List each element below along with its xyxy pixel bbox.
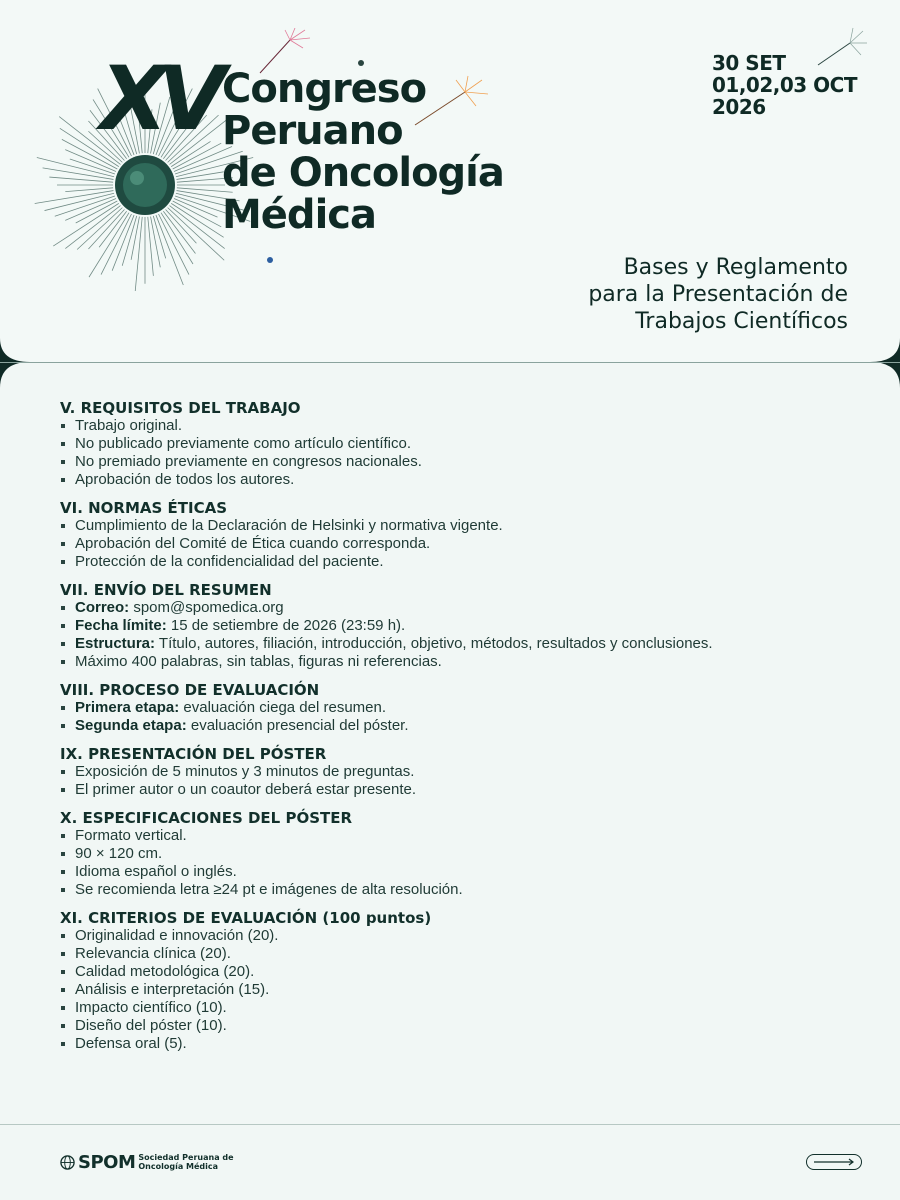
item-label: Estructura:	[75, 635, 156, 652]
item-text: Aprobación de todos los autores.	[75, 471, 295, 488]
item-text: Relevancia clínica (20).	[75, 945, 231, 962]
list-item	[60, 535, 860, 553]
logo-text: SPOM	[78, 1151, 136, 1173]
congress-title	[222, 68, 504, 236]
item-text: Calidad metodológica (20).	[75, 963, 255, 980]
seed-ray	[76, 201, 118, 223]
item-text: Diseño del póster (10).	[75, 1017, 227, 1034]
title-line: Congreso	[222, 66, 427, 112]
list-item	[60, 863, 860, 881]
item-text: El primer autor o un coautor deberá estar presente.	[75, 781, 417, 798]
corner-decoration-right	[866, 338, 900, 388]
seed-ray	[131, 217, 139, 260]
org-name	[138, 1153, 233, 1171]
seed-ray	[89, 213, 129, 277]
list-item	[60, 881, 860, 899]
subtitle-line: para la Presentación de	[588, 282, 848, 307]
event-dates	[712, 52, 857, 118]
header-divider	[0, 362, 900, 363]
seed-ray	[135, 217, 142, 291]
list-item	[60, 717, 860, 735]
spom-logo	[60, 1150, 234, 1174]
seed-ray	[168, 208, 225, 261]
date-line: 01,02,03 OCT	[712, 73, 857, 97]
list-item	[60, 1017, 860, 1035]
section-title: X. ESPECIFICACIONES DEL PÓSTER	[60, 809, 353, 827]
item-text: Cumplimiento de la Declaración de Helsinki y normativa vigente.	[75, 517, 503, 534]
globe-icon	[60, 1155, 75, 1170]
seed-ray	[77, 208, 122, 250]
list-item	[60, 635, 860, 653]
item-label: Primera etapa:	[75, 699, 180, 716]
rules-section	[60, 581, 860, 671]
list-item	[60, 471, 860, 489]
item-text: Se recomienda letra ≥24 pt e imágenes de alta resolución.	[75, 881, 463, 898]
rules-section	[60, 809, 860, 899]
rules-section	[60, 499, 860, 571]
item-text: 90 × 120 cm.	[75, 845, 163, 862]
list-item	[60, 763, 860, 781]
item-text: Protección de la confidencialidad del paciente.	[75, 553, 384, 570]
item-text: Título, autores, filiación, introducción, objetivo, métodos, resultados y conclusiones.	[155, 635, 713, 652]
org-line: Sociedad Peruana de	[138, 1153, 234, 1162]
item-text: evaluación ciega del resumen.	[179, 699, 387, 716]
list-item	[60, 699, 860, 717]
list-item	[60, 599, 860, 617]
section-title: VIII. PROCESO DE EVALUACIÓN	[60, 681, 320, 699]
next-page-button[interactable]	[806, 1154, 862, 1170]
list-item	[60, 945, 860, 963]
document-subtitle	[588, 254, 848, 335]
item-label: Correo:	[75, 599, 130, 616]
list-item	[60, 617, 860, 635]
seed-ray	[153, 216, 165, 259]
item-text: Análisis e interpretación (15).	[75, 981, 270, 998]
list-item	[60, 453, 860, 471]
section-list	[60, 599, 860, 671]
list-item	[60, 653, 860, 671]
subtitle-line: Bases y Reglamento	[623, 255, 848, 280]
date-line: 30 SET	[712, 51, 786, 75]
seed-ray	[35, 191, 114, 204]
item-text: Trabajo original.	[75, 417, 182, 434]
date-line: 2026	[712, 95, 766, 119]
section-list	[60, 517, 860, 571]
rules-section	[60, 745, 860, 799]
seed-ray	[170, 206, 225, 249]
rules-section	[60, 909, 860, 1053]
item-text: Aprobación del Comité de Ética cuando corresponda.	[75, 535, 431, 552]
section-title: V. REQUISITOS DEL TRABAJO	[60, 399, 301, 417]
section-title: XI. CRITERIOS DE EVALUACIÓN (100 puntos)	[60, 909, 432, 927]
edition-numeral: XV	[100, 47, 216, 150]
list-item	[60, 845, 860, 863]
item-label: Fecha límite:	[75, 617, 167, 634]
title-line: Médica	[222, 192, 376, 238]
section-list	[60, 417, 860, 489]
seed-ray	[65, 188, 113, 192]
list-item	[60, 435, 860, 453]
header	[0, 0, 900, 362]
title-line: de Oncología	[222, 150, 504, 196]
section-title: VII. ENVÍO DEL RESUMEN	[60, 581, 272, 599]
list-item	[60, 781, 860, 799]
section-list	[60, 763, 860, 799]
item-label: Segunda etapa:	[75, 717, 187, 734]
corner-decoration-left	[0, 338, 34, 388]
item-text: No premiado previamente en congresos nacionales.	[75, 453, 422, 470]
rules-content	[60, 399, 860, 1063]
item-text: Formato vertical.	[75, 827, 187, 844]
title-line: Peruano	[222, 108, 403, 154]
section-list	[60, 699, 860, 735]
item-text: Máximo 400 palabras, sin tablas, figuras ni referencias.	[75, 653, 442, 670]
section-list	[60, 927, 860, 1053]
footer-divider	[0, 1124, 900, 1125]
list-item	[60, 1035, 860, 1053]
item-text: spom@spomedica.org	[129, 599, 284, 616]
rules-section	[60, 399, 860, 489]
list-item	[60, 927, 860, 945]
seed-ray	[65, 206, 120, 249]
seed-ray	[156, 215, 183, 285]
item-text: 15 de setiembre de 2026 (23:59 h).	[166, 617, 406, 634]
item-text: Defensa oral (5).	[75, 1035, 187, 1052]
list-item	[60, 517, 860, 535]
seed-ray	[177, 172, 224, 180]
section-title: IX. PRESENTACIÓN DEL PÓSTER	[60, 745, 327, 763]
subtitle-line: Trabajos Científicos	[635, 309, 848, 334]
seed-ray	[65, 150, 116, 172]
item-text: Exposición de 5 minutos y 3 minutos de preguntas.	[75, 763, 415, 780]
section-title: VI. NORMAS ÉTICAS	[60, 499, 228, 517]
item-text: Idioma español o inglés.	[75, 863, 237, 880]
seed-ray	[53, 203, 119, 246]
item-text: Impacto científico (10).	[75, 999, 227, 1016]
list-item	[60, 553, 860, 571]
seed-ray	[65, 199, 116, 221]
list-item	[60, 981, 860, 999]
list-item	[60, 417, 860, 435]
section-list	[60, 827, 860, 899]
org-line: Oncología Médica	[138, 1162, 218, 1171]
list-item	[60, 827, 860, 845]
seed-ray	[37, 157, 114, 176]
rules-section	[60, 681, 860, 735]
item-text: Originalidad e innovación (20).	[75, 927, 279, 944]
list-item	[60, 963, 860, 981]
item-text: No publicado previamente como artículo científico.	[75, 435, 412, 452]
item-text: evaluación presencial del póster.	[186, 717, 409, 734]
list-item	[60, 999, 860, 1017]
arrow-right-icon	[812, 1158, 856, 1166]
